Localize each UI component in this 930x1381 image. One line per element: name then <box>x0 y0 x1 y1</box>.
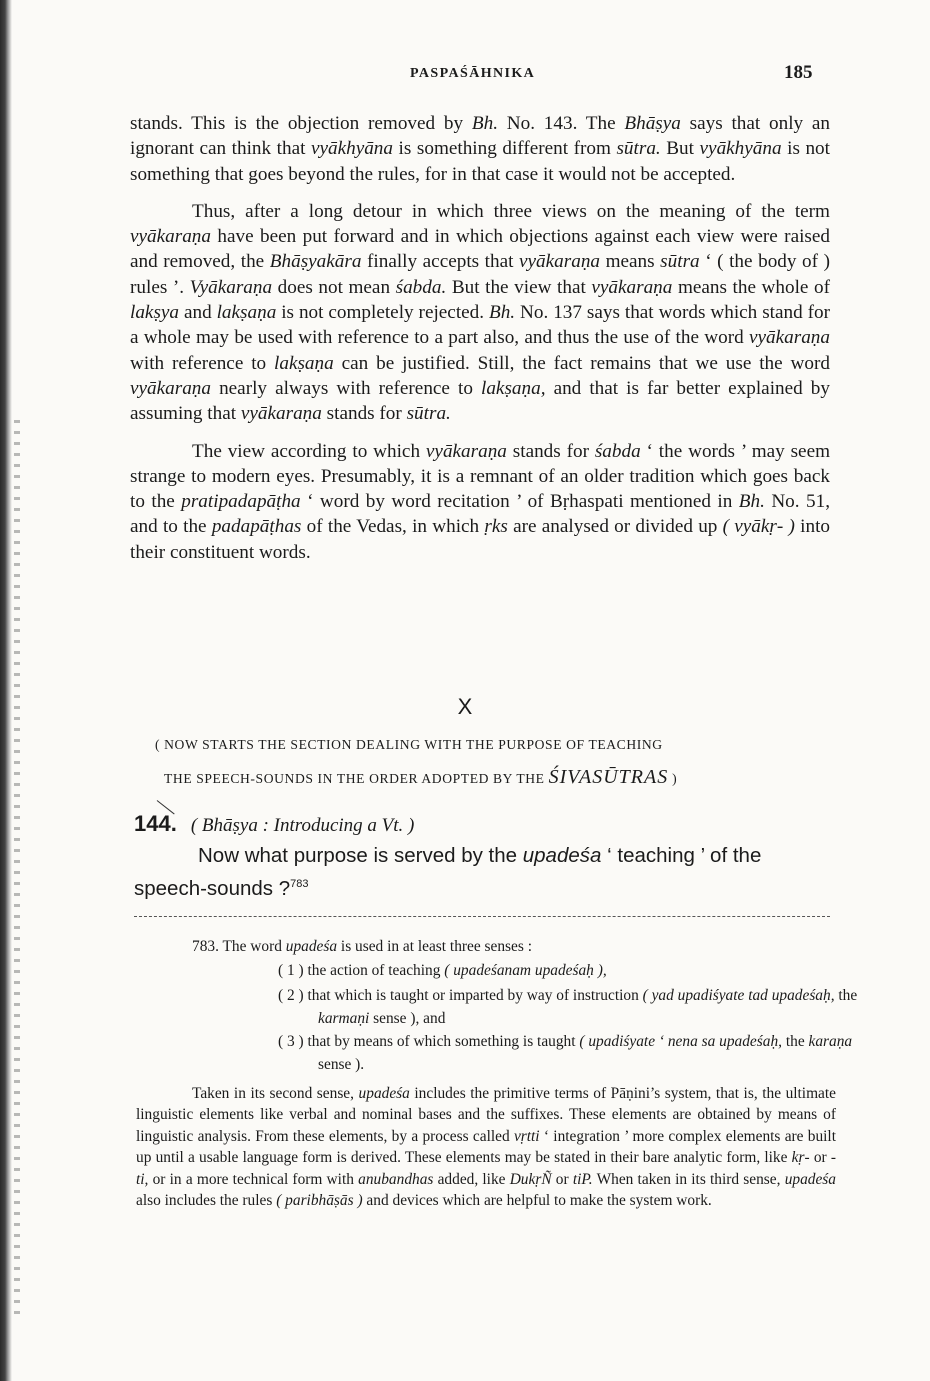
translation-question <box>134 842 834 903</box>
text-run: the action of teaching <box>303 962 445 979</box>
text-run: can be justified. Still, the fact remains that we use the word <box>333 352 830 374</box>
text-run: the <box>834 987 858 1004</box>
text-run: of the Vedas, in which <box>301 516 485 538</box>
text-run: Thus, after a long detour in which three views on the meaning of the term <box>192 200 830 222</box>
text-run: says that only an ignorant can think that <box>130 113 830 160</box>
italic-term: vyākaraṇa <box>130 226 211 248</box>
italic-term: śabda <box>594 440 641 462</box>
text-run: ‘ word by word recitation ’ of Bṛhaspati mentioned in <box>300 491 739 513</box>
italic-term: lakṣaṇa <box>274 352 334 374</box>
text-run: or <box>551 1170 573 1188</box>
text-run: means <box>600 251 661 273</box>
text-run: But the view that <box>446 276 592 298</box>
text-run: Now what purpose is served by the <box>198 844 523 867</box>
italic-term: padapāṭhas <box>211 516 302 538</box>
vartika-number: 144. <box>134 811 177 836</box>
italic-term: śabda. <box>395 276 447 298</box>
footnote-rule <box>134 916 830 917</box>
sivasutras-term: ŚIVASŪTRAS <box>548 766 669 788</box>
footnote-ref: 783 <box>290 878 309 890</box>
text-run: No. 51, and to the <box>130 491 830 538</box>
italic-term: ( upadiśyate ‘ nena sa upadeśaḥ, <box>579 1033 782 1050</box>
footnote-intro <box>192 936 892 959</box>
section-heading-line-2 <box>164 766 844 789</box>
text-run: No. 137 says that words which stand for a whole may be used with reference to a part also, and thus the use of the word <box>130 302 830 349</box>
footnote-paragraph <box>136 1083 836 1211</box>
text-run: ‘ ( the body of ) rules ’. <box>130 251 830 298</box>
italic-term: upadeśa <box>522 844 602 867</box>
text-run: with reference to <box>130 352 275 374</box>
text-run: When taken in its third sense, <box>592 1170 785 1188</box>
italic-term: anubandhas <box>358 1170 434 1188</box>
text-run: The view according to which <box>192 440 426 462</box>
item-number: ( 3 ) <box>278 1033 304 1050</box>
text-run: that by means of which something is taught <box>303 1033 580 1050</box>
text-run: No. 143. The <box>498 113 625 134</box>
italic-term: ( upadeśanam upadeśaḥ ), <box>444 962 607 979</box>
running-head <box>0 62 930 86</box>
paragraph-2 <box>130 199 830 427</box>
body-text <box>130 111 830 565</box>
italic-term: pratipadapāṭha <box>181 491 301 513</box>
italic-term: ( vyākṛ- ) <box>722 516 795 538</box>
text-run: stands for <box>321 403 407 425</box>
italic-term: karmaṇi <box>318 1009 370 1027</box>
italic-term: Bh. <box>488 302 516 324</box>
italic-term: sūtra <box>660 251 700 273</box>
italic-term: ( yad upadiśyate tad upadeśaḥ, <box>642 987 835 1004</box>
paragraph-3 <box>130 439 830 565</box>
italic-term: lakṣaṇa <box>216 302 277 324</box>
italic-term: vyākaraṇa <box>240 403 322 425</box>
text-run: does not mean <box>272 276 396 298</box>
section-numeral: X <box>457 694 473 719</box>
text-run: the <box>782 1033 809 1050</box>
italic-term: Bh. <box>738 491 765 513</box>
text-run: means the whole of <box>672 276 831 298</box>
binding-shadow <box>14 420 20 1320</box>
text-run: But <box>660 138 700 160</box>
item-number: ( 2 ) <box>278 987 304 1004</box>
text-run: sense ), and <box>369 1009 446 1027</box>
italic-term: Bhāṣya <box>624 113 681 134</box>
paragraph-1 <box>130 111 830 187</box>
text-run: stands. This is the objection removed by <box>130 113 472 134</box>
italic-term: upadeśa <box>285 938 338 955</box>
footnote-item-3 <box>278 1031 878 1076</box>
text-run: or in a more technical form with <box>148 1170 359 1188</box>
text-run: is not something that goes beyond the rules, for in that case it would not be accepted. <box>130 138 830 185</box>
text-run: ‘ the words ’ may seem strange to modern eyes. Presumably, it is a remnant of an older tradition which goes back to the <box>130 440 831 513</box>
page-number: 185 <box>784 62 813 83</box>
footnote-item-1 <box>278 960 878 983</box>
text-run: sense ). <box>318 1055 365 1073</box>
italic-term: upadeśa <box>358 1085 410 1102</box>
text-run: is something different from <box>393 138 617 160</box>
vartika-heading <box>134 811 414 837</box>
text-run: ‘ integration ’ more complex elements are built up until a usable language form is derived. These elements may be stated in their bare analytic form, like <box>136 1127 836 1167</box>
italic-term: Bh. <box>471 113 498 134</box>
italic-term: karaṇa <box>808 1033 853 1050</box>
italic-term: Bhāṣyakāra <box>269 251 362 273</box>
text-run: is not completely rejected. <box>276 302 489 324</box>
running-title: PASPAŚĀHNIKA <box>410 66 536 81</box>
italic-term: lakṣya <box>130 302 180 324</box>
text-run: Taken in its second sense, <box>192 1085 359 1102</box>
vartika-title: ( Bhāṣya : Introducing a Vt. ) <box>190 815 415 836</box>
italic-term: Vyākaraṇa <box>189 276 273 298</box>
section-heading-line-1: ( NOW STARTS THE SECTION DEALING WITH THE PURPOSE OF TEACHING <box>155 737 663 752</box>
italic-term: lakṣaṇa, <box>481 377 546 399</box>
text-run: THE SPEECH-SOUNDS IN THE ORDER ADOPTED BY THE <box>164 771 549 786</box>
text-run: are analysed or divided up <box>507 516 723 538</box>
text-run: includes the primitive terms of Pāṇini’s system, that is, the ultimate linguistic elements like verbal and nominal bases and the suffixes. These elements are obtained by means of linguistic analysis. From these elements, by a process called <box>136 1085 836 1145</box>
text-run: ‘ teaching ’ of the speech-sounds ? <box>134 844 762 900</box>
text-run: stands for <box>506 440 595 462</box>
footnote-item-2 <box>278 985 878 1030</box>
text-run: nearly always with reference to <box>211 377 481 399</box>
item-number: ( 1 ) <box>278 962 304 979</box>
italic-term: ( paribhāṣās ) <box>276 1192 363 1210</box>
text-run: is used in at least three senses : <box>337 938 532 955</box>
text-run: The word <box>218 938 286 955</box>
italic-term: sūtra. <box>616 138 661 160</box>
text-run: have been put forward and in which objections against each view were raised and removed, the <box>130 226 830 273</box>
italic-term: ṛks <box>484 516 508 538</box>
text-run: added, like <box>433 1170 510 1188</box>
italic-term: DukṛÑ <box>509 1170 552 1188</box>
text-run: that which is taught or imparted by way of instruction <box>303 987 643 1004</box>
text-run: finally accepts that <box>361 251 520 273</box>
italic-term: vyākhyāna <box>699 138 782 160</box>
italic-term: vyākaraṇa <box>425 440 507 462</box>
text-run: and <box>179 302 217 324</box>
binding-edge <box>0 0 12 1381</box>
italic-term: vyākhyāna <box>310 138 393 160</box>
italic-term: sūtra. <box>406 403 451 425</box>
italic-term: vyākaraṇa <box>591 276 673 298</box>
italic-term: vyākaraṇa <box>519 251 601 273</box>
italic-term: vyākaraṇa <box>749 327 830 349</box>
italic-term: vṛtti <box>513 1127 540 1145</box>
italic-term: -ti, <box>136 1149 836 1188</box>
italic-term: vyākaraṇa <box>130 377 211 399</box>
text-run: and that is far better explained by assuming that <box>130 377 830 425</box>
text-run: ) <box>668 771 678 786</box>
italic-term: upadeśa <box>784 1170 836 1188</box>
footnote-number: 783. <box>192 938 219 955</box>
italic-term: tiP. <box>572 1170 593 1188</box>
text-run: or <box>809 1149 831 1167</box>
italic-term: kṛ- <box>791 1149 810 1167</box>
text-run: into their constituent words. <box>130 516 831 563</box>
text-run: also includes the rules <box>136 1192 277 1210</box>
text-run: and devices which are helpful to make the system work. <box>362 1192 712 1210</box>
